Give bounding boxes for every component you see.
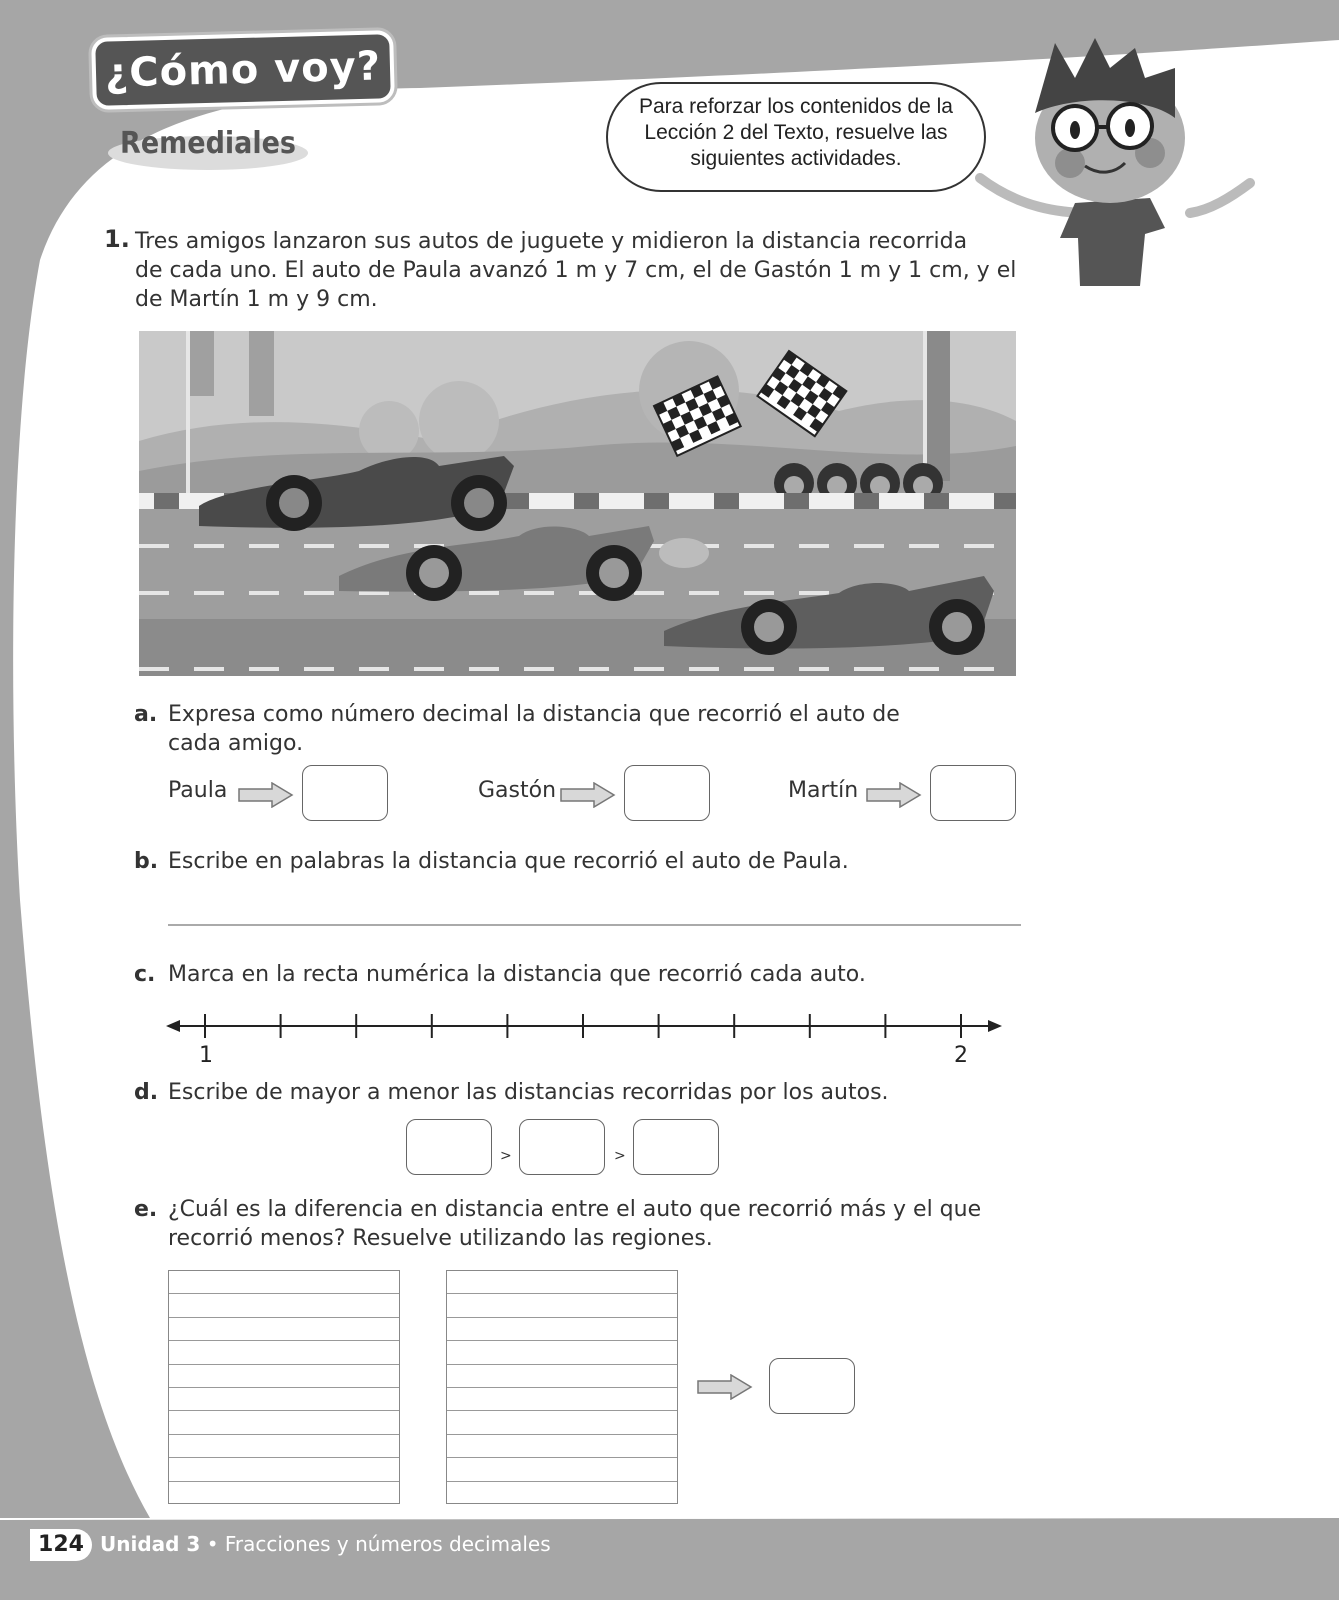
part-a-line-2: cada amigo. [168, 731, 304, 756]
footer-unit-info [100, 1532, 551, 1556]
answer-box-martin[interactable] [930, 765, 1016, 821]
answer-box-gaston[interactable] [624, 765, 710, 821]
name-gaston: Gastón [478, 778, 557, 803]
region-grid-2[interactable] [446, 1270, 678, 1504]
name-paula: Paula [168, 778, 228, 803]
race-cars-illustration [139, 331, 1016, 676]
arrow-right-icon [238, 782, 294, 808]
part-a-letter: a. [134, 702, 158, 727]
order-box-2[interactable] [519, 1119, 605, 1175]
question-1-number: 1. [104, 225, 130, 253]
arrow-right-icon [866, 782, 922, 808]
part-b-text: Escribe en palabras la distancia que recorrió el auto de Paula. [168, 849, 849, 874]
part-d [134, 1078, 1034, 1107]
name-martin: Martín [788, 778, 859, 803]
section-banner: ¿Cómo voy? [91, 30, 395, 110]
footer-bullet: • [206, 1532, 219, 1556]
number-line-label-end: 2 [954, 1043, 968, 1068]
page-number: 124 [30, 1529, 92, 1561]
part-b-letter: b. [134, 849, 159, 874]
part-e-line-2: recorrió menos? Resuelve utilizando las regiones. [168, 1226, 713, 1251]
question-1-line-2: de cada uno. El auto de Paula avanzó 1 m y 7 cm, el de Gastón 1 m y 1 cm, y el [135, 258, 1017, 283]
part-b [134, 847, 1034, 876]
part-e-line-1: ¿Cuál es la diferencia en distancia entre el auto que recorrió más y el que [168, 1197, 982, 1222]
subtitle-text: Remediales [120, 126, 296, 161]
bubble-line-2: Lección 2 del Texto, resuelve las [644, 121, 948, 144]
arrow-right-icon [697, 1374, 753, 1400]
region-grid-1[interactable] [168, 1270, 400, 1504]
arrow-right-icon [560, 782, 616, 808]
part-c-text: Marca en la recta numérica la distancia que recorrió cada auto. [168, 962, 866, 987]
section-subtitle [108, 126, 308, 172]
number-line[interactable] [166, 1010, 1006, 1050]
bubble-line-3: siguientes actividades. [690, 147, 902, 170]
speech-bubble [606, 82, 986, 192]
greater-than-symbol: > [500, 1148, 512, 1164]
answer-box-paula[interactable] [302, 765, 388, 821]
part-d-letter: d. [134, 1080, 159, 1105]
question-1-line-3: de Martín 1 m y 9 cm. [135, 287, 378, 312]
question-1-text [135, 227, 1035, 314]
greater-than-symbol: > [614, 1148, 626, 1164]
answer-box-difference[interactable] [769, 1358, 855, 1414]
order-box-3[interactable] [633, 1119, 719, 1175]
part-e-letter: e. [134, 1197, 158, 1222]
footer-unit: Unidad 3 [100, 1532, 201, 1556]
part-c [134, 960, 1034, 989]
part-a [134, 700, 994, 756]
part-c-letter: c. [134, 962, 156, 987]
order-box-1[interactable] [406, 1119, 492, 1175]
part-e [134, 1195, 1034, 1251]
bubble-line-1: Para reforzar los contenidos de la [638, 95, 953, 118]
answer-line-b[interactable] [168, 924, 1021, 926]
part-a-line-1: Expresa como número decimal la distancia que recorrió el auto de [168, 702, 900, 727]
footer-topic: Fracciones y números decimales [224, 1532, 551, 1556]
number-line-label-start: 1 [199, 1043, 213, 1068]
part-d-text: Escribe de mayor a menor las distancias recorridas por los autos. [168, 1080, 889, 1105]
question-1-line-1: Tres amigos lanzaron sus autos de juguete y midieron la distancia recorrida [135, 229, 968, 254]
